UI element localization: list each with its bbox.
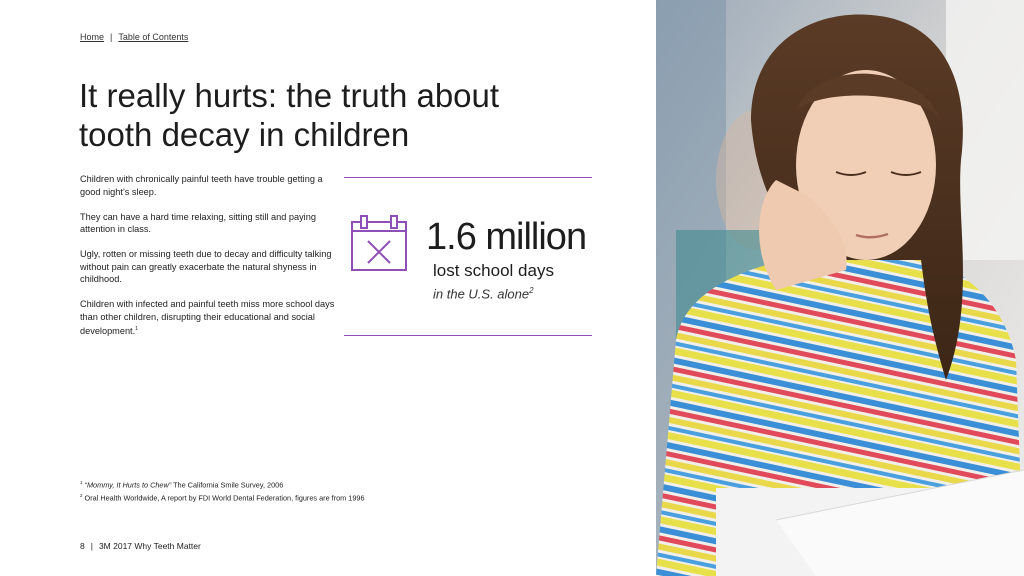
page-number: 8 [80, 541, 85, 551]
photo-illustration [656, 0, 1024, 576]
breadcrumb [80, 32, 188, 42]
footnotes [80, 478, 580, 504]
breadcrumb-separator: | [110, 32, 113, 42]
page-footer [80, 541, 201, 551]
body-paragraph-3: Ugly, rotten or missing teeth due to decay and difficulty talking without pain can greatly exacerbate the natural shyness in childhood. [80, 249, 332, 284]
footnote-2-marker: 2 [80, 492, 83, 498]
body-paragraph-4 [80, 298, 335, 338]
calendar-x-icon [350, 214, 408, 272]
body-paragraph-4-text: Children with infected and painful teeth miss more school days than other children, disrupting their educational and social development. [80, 299, 335, 337]
footer-separator: | [90, 541, 93, 551]
stat-sublabel-text: in the U.S. alone [433, 286, 530, 302]
photo-girl-in-classroom [656, 0, 1024, 576]
footnote-1-source: The California Smile Survey, 2006 [171, 480, 284, 490]
body-paragraph-2: They can have a hard time relaxing, sitting still and paying attention in class. [80, 211, 316, 234]
stat-label: lost school days [433, 261, 554, 280]
page-title-line1: It really hurts: the truth about [79, 77, 500, 114]
body-paragraph-1: Children with chronically painful teeth have trouble getting a good night’s sleep. [80, 174, 323, 197]
footnote-ref-1: 1 [135, 326, 138, 332]
stat-number: 1.6 million [426, 216, 587, 258]
footnote-1-title: “Mommy, It Hurts to Chew” [84, 480, 172, 490]
stat-panel [344, 177, 592, 336]
document-title: 3M 2017 Why Teeth Matter [98, 541, 201, 551]
stat-sublabel [433, 283, 534, 302]
footnote-2-text: Oral Health Worldwide, A report by FDI World Dental Federation, figures are from 1996 [84, 493, 365, 503]
footnote-ref-2: 2 [529, 286, 534, 295]
footnote-1 [80, 478, 580, 491]
body-text [80, 173, 335, 350]
footnote-1-marker: 1 [80, 480, 83, 485]
breadcrumb-home-link[interactable]: Home [80, 32, 105, 42]
page-title-line2: tooth decay in children [79, 116, 410, 153]
footnote-2 [80, 491, 580, 504]
page-title [79, 76, 599, 154]
breadcrumb-toc-link[interactable]: Table of Contents [118, 32, 189, 42]
